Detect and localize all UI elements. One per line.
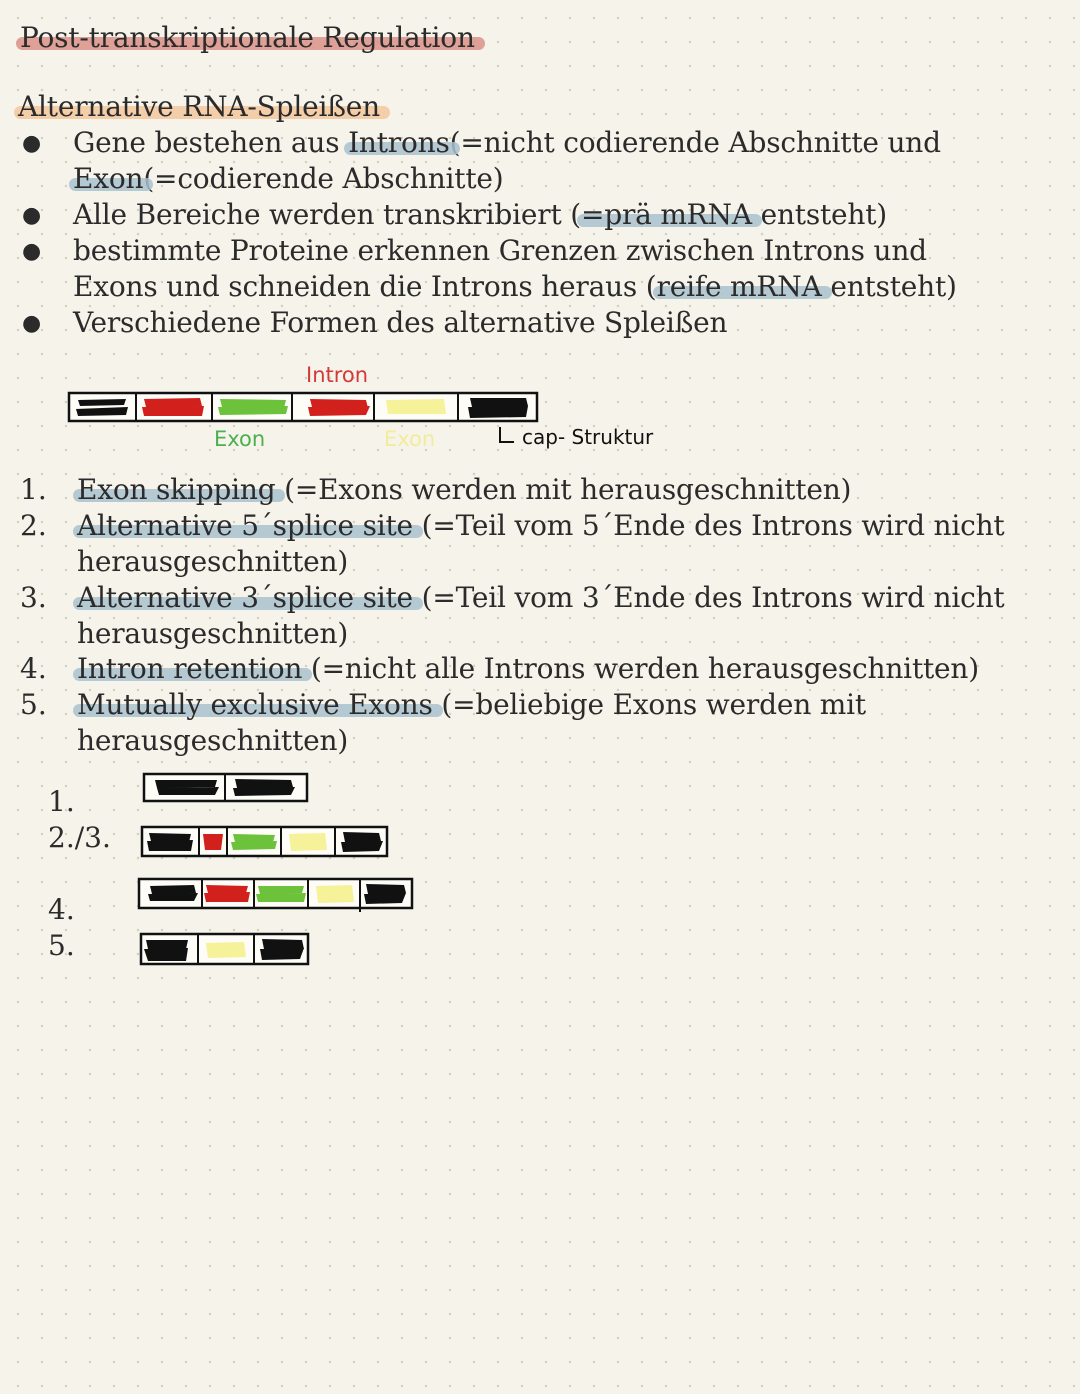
list-item-5-cont: herausgeschnitten) [77,724,349,757]
list-item-5: Mutually exclusive Exons (=beliebige Exons werden mit [77,688,866,721]
bullet-3-line-1: bestimmte Proteine erkennen Grenzen zwischen Introns und [73,234,927,267]
exon-skipping-diagram [141,771,311,805]
mutually-exclusive-diagram [138,931,312,969]
intron-red-segment [142,398,204,416]
bullet-dot: ● [22,239,42,264]
list-number: 2. [20,509,47,542]
list-item-1: Exon skipping (=Exons werden mit herausgeschnitten) [77,473,852,506]
bullet-dot: ● [22,131,42,156]
intron-retention-diagram [136,876,416,914]
bullet-dot: ● [22,311,42,336]
cap-structure-label: cap- Struktur [522,425,654,449]
exon-green-segment [218,399,288,415]
exon-black-segment-2 [468,398,528,418]
diagram-label-4: 4. [48,893,75,926]
intron-label: Intron [306,363,369,387]
splice-site-diagram [139,824,391,860]
exon-yellow-segment [386,399,446,414]
page-title: Post-transkriptionale Regulation [20,21,475,54]
cap-pointer-icon [496,425,518,447]
bullet-1-line-2: Exon(=codierende Abschnitte) [73,162,504,195]
bullet-4: Verschiedene Formen des alternative Spleißen [73,306,728,339]
list-number: 4. [20,652,47,685]
diagram-label-5: 5. [48,929,75,962]
bullet-2: Alle Bereiche werden transkribiert (=prä mRNA entsteht) [73,198,888,231]
list-item-3-cont: herausgeschnitten) [77,617,349,650]
list-item-2-cont: herausgeschnitten) [77,545,349,578]
bullet-3-line-2: Exons und schneiden die Introns heraus (reife mRNA entsteht) [73,270,957,303]
bullet-1-line-1: Gene bestehen aus Introns(=nicht codierende Abschnitte und [73,126,941,159]
section-heading: Alternative RNA-Spleißen [18,90,380,123]
list-item-4: Intron retention (=nicht alle Introns werden herausgeschnitten) [77,652,979,685]
list-item-2: Alternative 5´splice site (=Teil vom 5´Ende des Introns wird nicht [77,509,1005,542]
diagram-label-1: 1. [48,785,75,818]
bullet-dot: ● [22,203,42,228]
list-item-3: Alternative 3´splice site (=Teil vom 3´Ende des Introns wird nicht [77,581,1005,614]
list-number: 1. [20,473,47,506]
list-number: 5. [20,688,47,721]
pre-mrna-diagram [66,390,542,426]
list-number: 3. [20,581,47,614]
intron-red-segment-2 [308,399,370,416]
exon-label: Exon [214,427,266,451]
exon-label-faint: Exon [384,427,436,451]
diagram-label-23: 2./3. [48,821,111,854]
